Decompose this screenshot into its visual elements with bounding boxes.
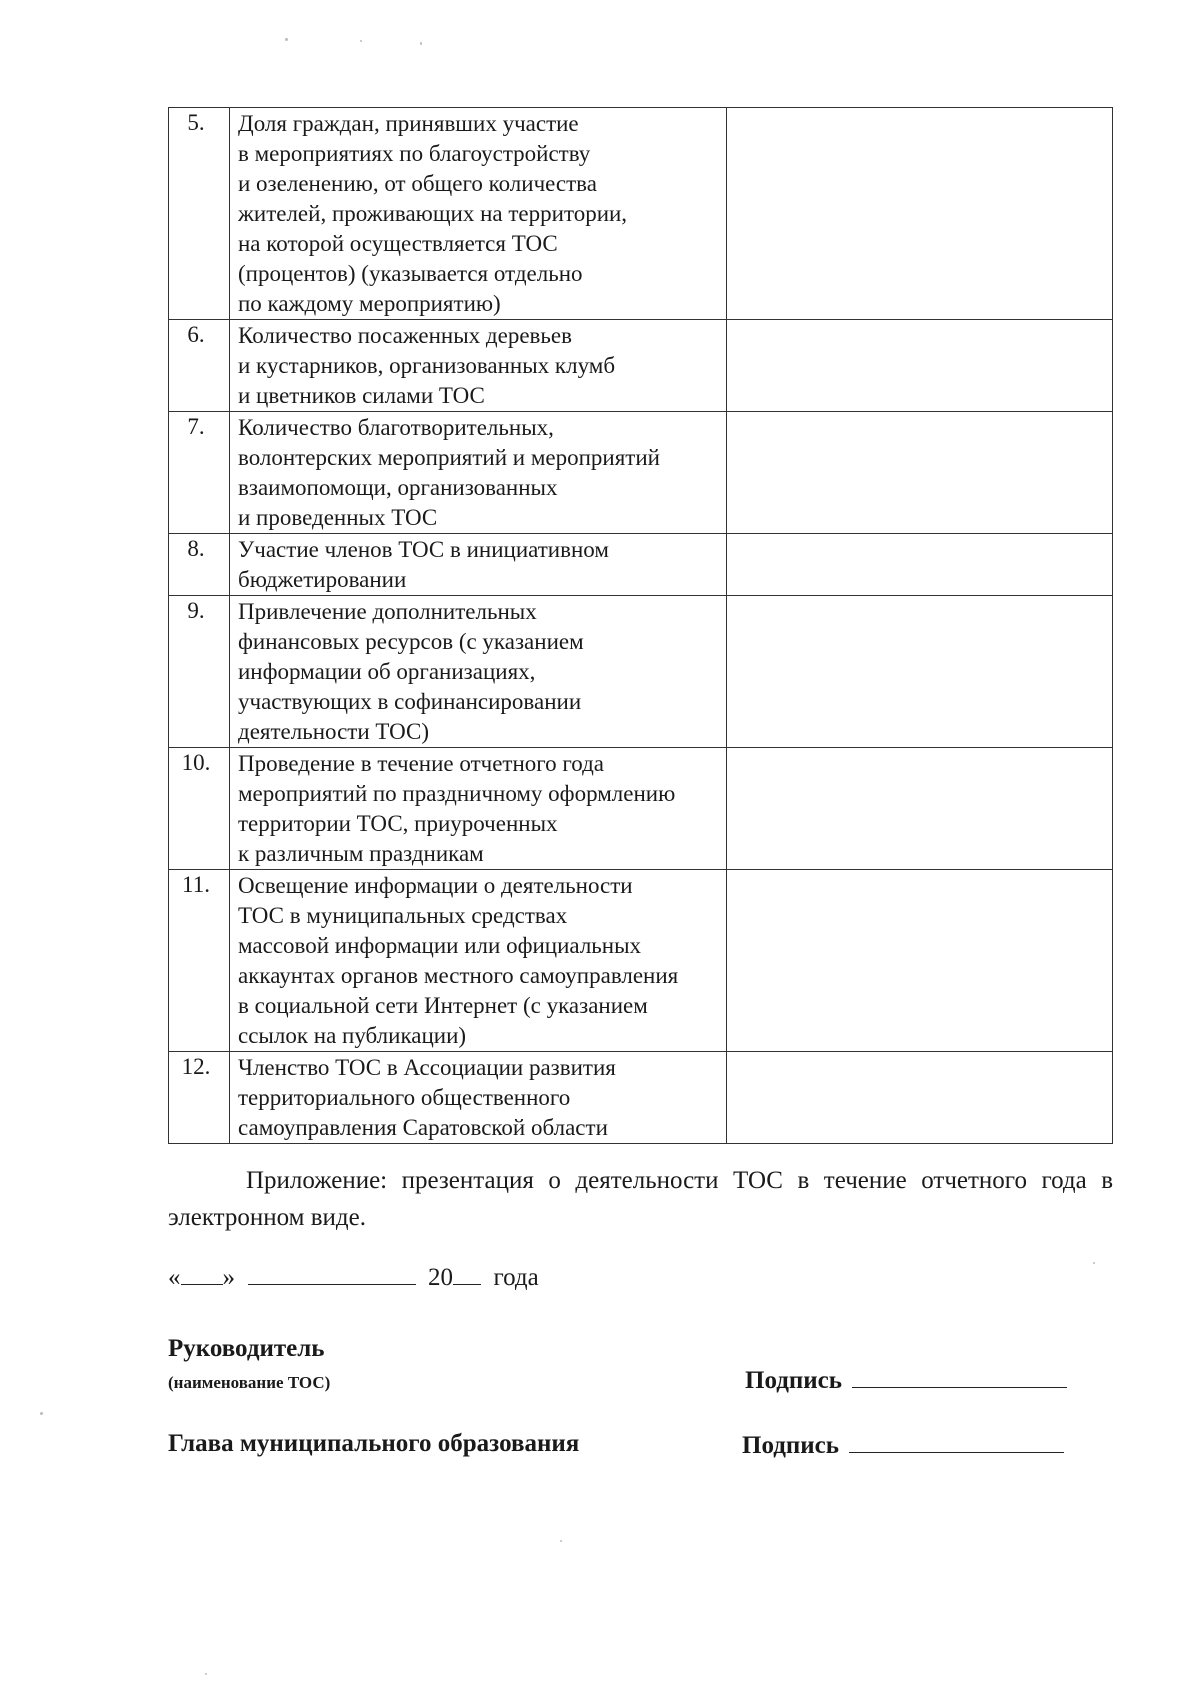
indicator-value-cell xyxy=(727,534,1113,596)
head-signature-label: Подпись xyxy=(742,1432,839,1459)
leader-note: (наименование ТОС) xyxy=(168,1373,331,1392)
row-number-cell xyxy=(169,748,230,870)
table-row xyxy=(169,748,1113,870)
row-number-cell xyxy=(169,534,230,596)
row-number-cell xyxy=(169,870,230,1052)
leader-title: Руководитель xyxy=(168,1335,325,1362)
indicator-name-cell xyxy=(230,748,727,870)
row-number: 12. xyxy=(181,1054,211,1079)
indicator-name: Привлечение дополнительных финансовых ресурсов (с указанием информации об организациях, участвующих в софинансировании деятельности ТОС) xyxy=(238,599,584,744)
indicator-value-cell xyxy=(727,108,1113,320)
indicator-name: Участие членов ТОС в инициативном бюджетировании xyxy=(238,537,609,592)
indicator-name-cell xyxy=(230,1052,727,1144)
day-blank xyxy=(181,1260,223,1285)
row-number: 8. xyxy=(187,536,205,561)
table-row xyxy=(169,412,1113,534)
leader-signature-line xyxy=(852,1363,1067,1388)
row-number: 7. xyxy=(187,414,205,439)
scan-speck xyxy=(420,42,422,45)
scan-speck xyxy=(205,1673,207,1675)
table-row xyxy=(169,320,1113,412)
indicator-name-cell xyxy=(230,596,727,748)
year-blank xyxy=(453,1260,481,1285)
indicator-name-cell xyxy=(230,870,727,1052)
table-row xyxy=(169,108,1113,320)
leader-signature xyxy=(745,1363,1067,1397)
row-number: 10. xyxy=(181,750,211,775)
table-row xyxy=(169,534,1113,596)
indicator-name-cell xyxy=(230,320,727,412)
row-number-cell xyxy=(169,108,230,320)
row-number: 11. xyxy=(182,872,210,897)
table-body xyxy=(169,108,1113,1144)
indicator-value-cell xyxy=(727,412,1113,534)
leader-signature-label: Подпись xyxy=(745,1367,842,1394)
indicator-name: Количество благотворительных, волонтерских мероприятий и мероприятий взаимопомощи, организованных и проведенных ТОС xyxy=(238,415,660,530)
year-prefix: 20 xyxy=(428,1264,453,1291)
head-signature xyxy=(742,1428,1064,1462)
indicator-name-cell xyxy=(230,108,727,320)
date-close-quote: » xyxy=(222,1264,235,1291)
table-row xyxy=(169,870,1113,1052)
scan-speck xyxy=(40,1412,43,1415)
indicator-name: Членство ТОС в Ассоциации развития территориального общественного самоуправления Саратовской области xyxy=(238,1055,616,1140)
indicator-name-cell xyxy=(230,534,727,596)
indicator-name: Доля граждан, принявших участие в мероприятиях по благоустройству и озеленению, от общего количества жителей, проживающих на территории, на которой осуществляется ТОС (процентов) (указывается отдельно по каждому мероприятию) xyxy=(238,111,628,316)
indicators-table xyxy=(168,107,1113,1144)
scan-speck xyxy=(360,40,362,42)
indicator-value-cell xyxy=(727,1052,1113,1144)
table-row xyxy=(169,596,1113,748)
indicator-value-cell xyxy=(727,596,1113,748)
row-number-cell xyxy=(169,412,230,534)
month-blank xyxy=(248,1260,416,1285)
indicator-value-cell xyxy=(727,320,1113,412)
row-number: 6. xyxy=(187,322,205,347)
date-open-quote: « xyxy=(168,1264,181,1291)
indicator-value-cell xyxy=(727,870,1113,1052)
indicator-value-cell xyxy=(727,748,1113,870)
scan-speck xyxy=(285,38,288,41)
appendix-text: Приложение: презентация о деятельности ТОС в течение отчетного года в электронном виде. xyxy=(168,1167,1113,1231)
head-signature-line xyxy=(849,1428,1064,1453)
indicator-name: Освещение информации о деятельности ТОС в муниципальных средствах массовой информации или официальных аккаунтах органов местного самоуправления в социальной сети Интернет (с указанием ссылок на публикации) xyxy=(238,873,679,1048)
table-row xyxy=(169,1052,1113,1144)
head-title: Глава муниципального образования xyxy=(168,1430,580,1457)
row-number: 5. xyxy=(187,110,205,135)
row-number: 9. xyxy=(187,598,205,623)
date-line xyxy=(168,1260,539,1294)
row-number-cell xyxy=(169,320,230,412)
indicator-name: Проведение в течение отчетного года мероприятий по праздничному оформлению территории ТОС, приуроченных к различным праздникам xyxy=(238,751,676,866)
scan-speck xyxy=(560,1540,562,1542)
indicator-name: Количество посаженных деревьев и кустарников, организованных клумб и цветников силами ТОС xyxy=(238,323,616,408)
indicator-name-cell xyxy=(230,412,727,534)
row-number-cell xyxy=(169,596,230,748)
row-number-cell xyxy=(169,1052,230,1144)
scan-speck xyxy=(1093,1262,1095,1264)
date-suffix: года xyxy=(493,1264,539,1291)
